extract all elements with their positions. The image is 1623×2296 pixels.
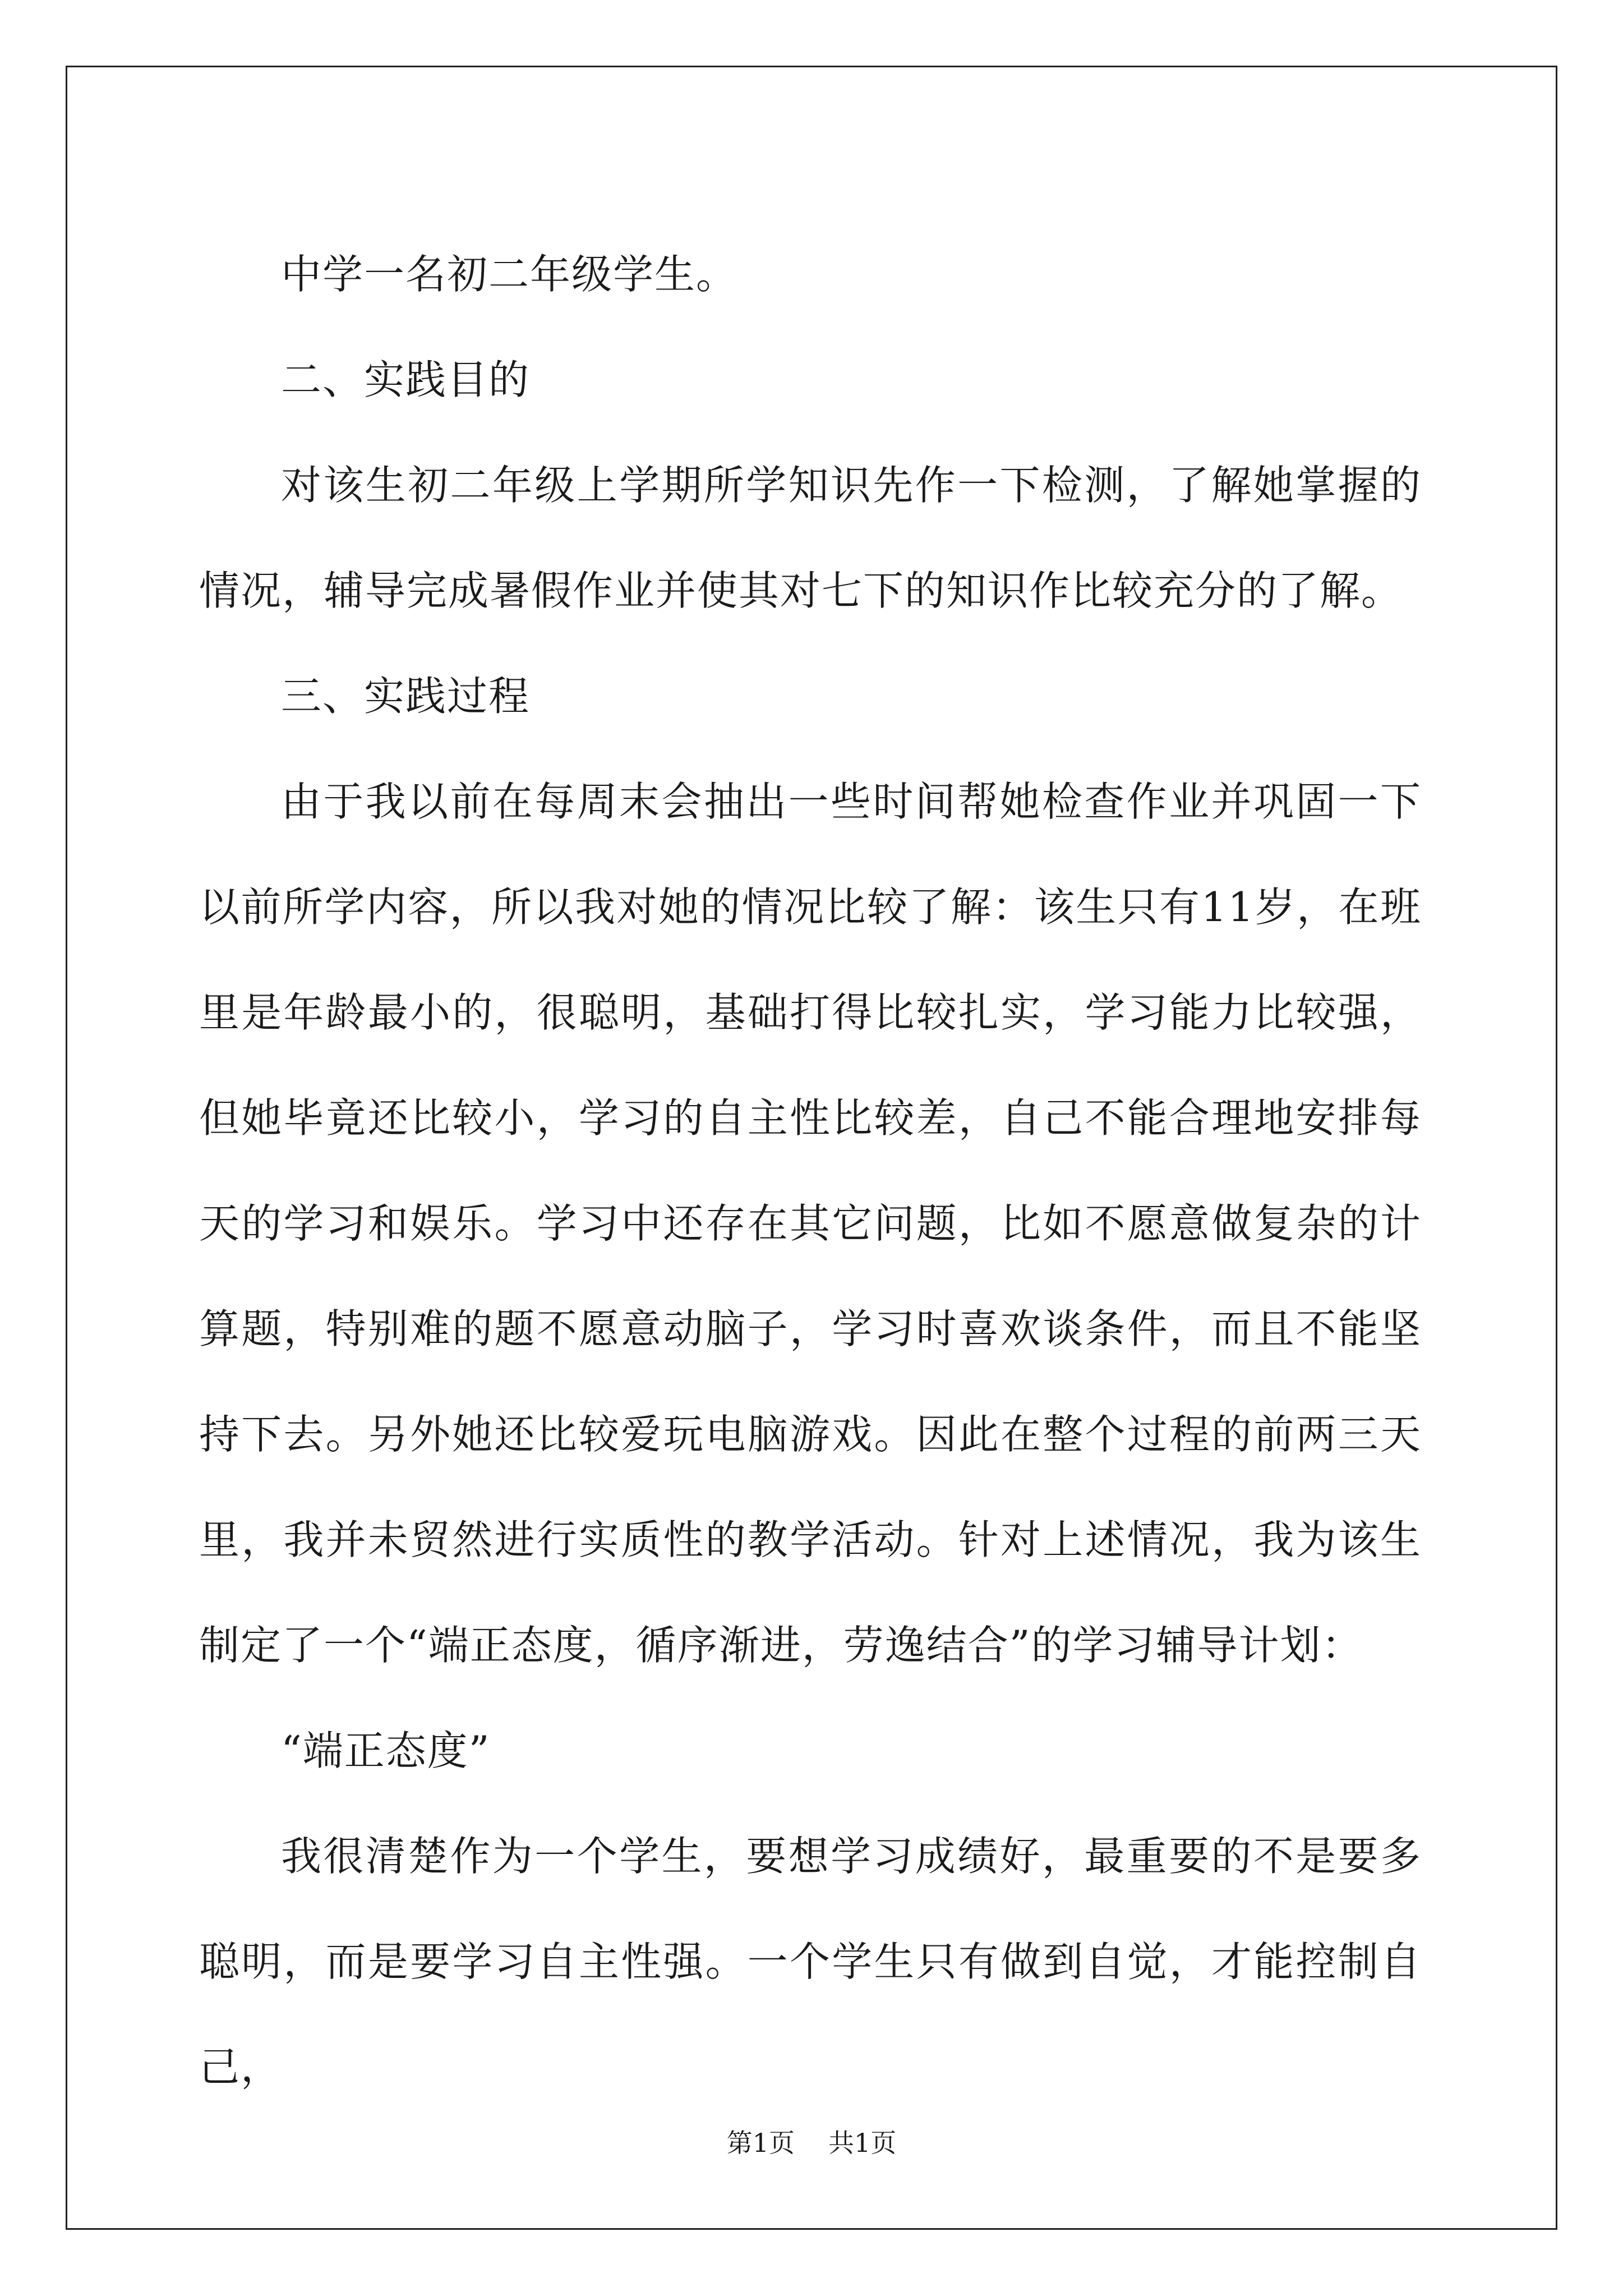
page-number-total: 共1页 [828,2128,897,2158]
section-heading-process: 三、实践过程 [281,673,531,720]
document-body [199,222,1422,2120]
paragraph-continuation: 中学一名初二年级学生。 [281,251,738,298]
paragraph-process: 由于我以前在每周末会抽出一些时间帮她检查作业并巩固一下以前所学内容，所以我对她的情况比较了解：该生只有11岁，在班里是年龄最小的，很聪明，基础打得比较扎实，学习能力比较强，但她毕竟还比较小，学习的自主性比较差，自己不能合理地安排每天的学习和娱乐。学习中还存在其它问题，比如不愿意做复杂的计算题，特别难的题不愿意动脑子，学习时喜欢谈条件，而且不能坚持下去。另外她还比较爱玩电脑游戏。因此在整个过程的前两三天里，我并未贸然进行实质性的教学活动。针对上述情况，我为该生制定了一个“端正态度，循序渐进，劳逸结合”的学习辅导计划： [199,778,1422,1669]
page-footer [0,2126,1623,2160]
paragraph-attitude: 我很清楚作为一个学生，要想学习成绩好，最重要的不是要多聪明，而是要学习自主性强。一个学生只有做到自觉，才能控制自己， [199,1833,1422,2091]
section-heading-purpose: 二、实践目的 [281,356,531,403]
subheading-attitude: “端正态度” [281,1727,491,1774]
page-number-current: 第1页 [726,2128,795,2158]
paragraph-purpose: 对该生初二年级上学期所学知识先作一下检测，了解她掌握的情况，辅导完成暑假作业并使其对七下的知识作比较充分的了解。 [199,462,1422,614]
